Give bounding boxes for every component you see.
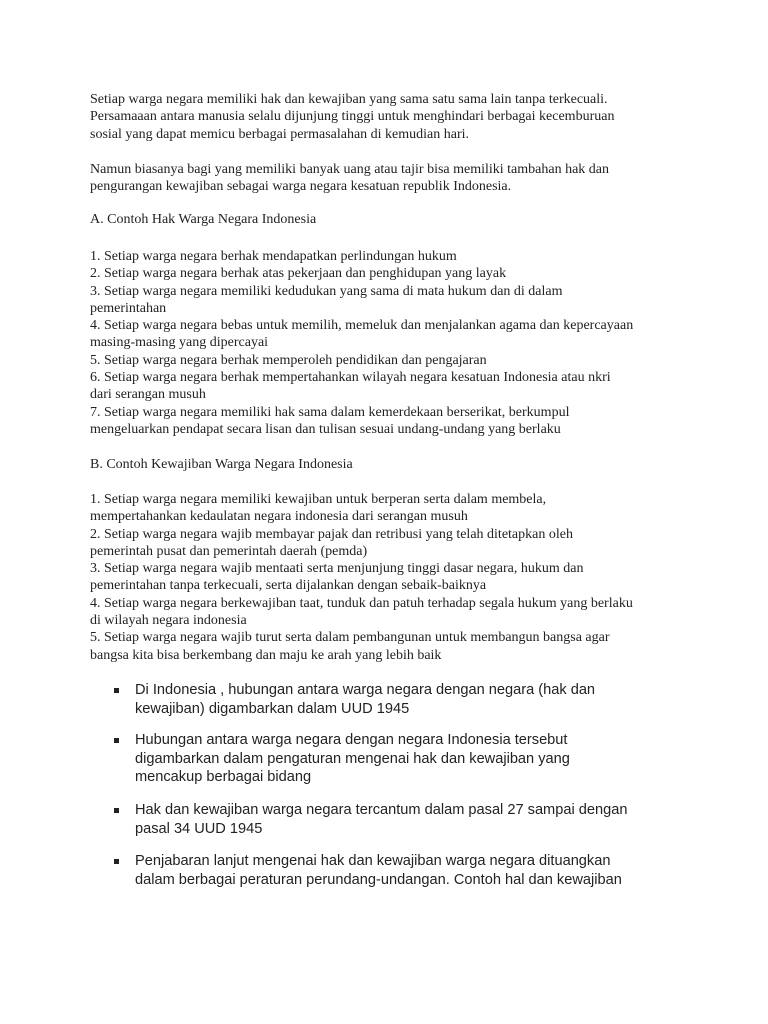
list-line: 6. Setiap warga negara berhak mempertahankan wilayah negara kesatuan Indonesia atau nkri	[90, 370, 611, 386]
bullet-line: kewajiban) digambarkan dalam UUD 1945	[135, 700, 410, 717]
list-line: 2. Setiap warga negara berhak atas pekerjaan dan penghidupan yang layak	[90, 266, 507, 282]
bullet-item	[114, 801, 627, 838]
second-paragraph	[90, 161, 609, 196]
bullet-line: Hak dan kewajiban warga negara tercantum dalam pasal 27 sampai dengan	[135, 802, 628, 818]
list-line: di wilayah negara indonesia	[90, 613, 247, 629]
bullet-line: Penjabaran lanjut mengenai hak dan kewajiban warga negara dituangkan	[135, 853, 611, 869]
bullet-line: pasal 34 UUD 1945	[135, 820, 263, 837]
list-line: bangsa kita bisa berkembang dan maju ke arah yang lebih baik	[90, 647, 442, 663]
bullet-line: Hubungan antara warga negara dengan negara Indonesia tersebut	[135, 732, 568, 748]
list-line: 3. Setiap warga negara memiliki kedudukan yang sama di mata hukum dan di dalam	[90, 283, 563, 299]
bullet-item	[114, 852, 622, 889]
bullet-item	[114, 731, 570, 787]
text-line: Setiap warga negara memiliki hak dan kewajiban yang sama satu sama lain tanpa terkecuali.	[90, 92, 608, 107]
list-line: 7. Setiap warga negara memiliki hak sama dalam kemerdekaan berserikat, berkumpul	[90, 404, 570, 420]
list-line: mempertahankan kedaulatan negara indonesia dari serangan musuh	[90, 509, 468, 525]
section-a-heading	[90, 211, 316, 228]
heading-text: B. Contoh Kewajiban Warga Negara Indonesia	[90, 457, 353, 472]
text-line: pengurangan kewajiban sebagai warga negara kesatuan republik Indonesia.	[90, 179, 512, 195]
bullet-icon	[114, 808, 119, 813]
section-a-list	[90, 248, 633, 438]
list-line: masing-masing yang dipercayai	[90, 335, 269, 351]
list-line: 1. Setiap warga negara memiliki kewajiban untuk berperan serta dalam membela,	[90, 492, 547, 507]
heading-text: A. Contoh Hak Warga Negara Indonesia	[90, 212, 317, 227]
section-b-heading	[90, 456, 353, 473]
list-line: dari serangan musuh	[90, 387, 206, 403]
bullet-icon	[114, 859, 119, 864]
bullet-icon	[114, 688, 119, 693]
bullet-line: digambarkan dalam pengaturan mengenai hak dan kewajiban yang	[135, 750, 570, 767]
bullet-icon	[114, 738, 119, 743]
list-line: 2. Setiap warga negara wajib membayar pajak dan retribusi yang telah ditetapkan oleh	[90, 526, 573, 542]
text-line: sosial yang dapat memicu berbagai permasalahan di kemudian hari.	[90, 126, 470, 142]
list-line: 5. Setiap warga negara berhak memperoleh pendidikan dan pengajaran	[90, 352, 487, 368]
list-line: 5. Setiap warga negara wajib turut serta dalam pembangunan untuk membangun bangsa agar	[90, 630, 610, 646]
section-b-list	[90, 491, 633, 664]
bullet-line: mencakup berbagai bidang	[135, 769, 312, 786]
list-line: pemerintahan	[90, 300, 167, 316]
intro-paragraph	[90, 91, 614, 143]
list-line: 4. Setiap warga negara bebas untuk memilih, memeluk dan menjalankan agama dan kepercayaan	[90, 318, 634, 334]
list-line: pemerintahan tanpa terkecuali, serta dijalankan dengan sebaik-baiknya	[90, 578, 487, 594]
text-line: Persamaaan antara manusia selalu dijunjung tinggi untuk menghindari berbagai kecemburuan	[90, 109, 615, 125]
list-line: 3. Setiap warga negara wajib mentaati serta menjunjung tinggi dasar negara, hukum dan	[90, 561, 584, 577]
bullet-line: dalam berbagai peraturan perundang-undangan. Contoh hal dan kewajiban	[135, 871, 622, 888]
bullet-item	[114, 681, 595, 718]
text-line: Namun biasanya bagi yang memiliki banyak uang atau tajir bisa memiliki tambahan hak dan	[90, 162, 610, 177]
list-line: mengeluarkan pendapat secara lisan dan tulisan sesuai undang-undang yang berlaku	[90, 421, 561, 437]
list-line: 1. Setiap warga negara berhak mendapatkan perlindungan hukum	[90, 249, 457, 264]
bullet-line: Di Indonesia , hubungan antara warga negara dengan negara (hak dan	[135, 682, 596, 698]
list-line: pemerintah pusat dan pemerintah daerah (pemda)	[90, 543, 368, 559]
list-line: 4. Setiap warga negara berkewajiban taat, tunduk dan patuh terhadap segala hukum yang berlaku	[90, 595, 633, 611]
